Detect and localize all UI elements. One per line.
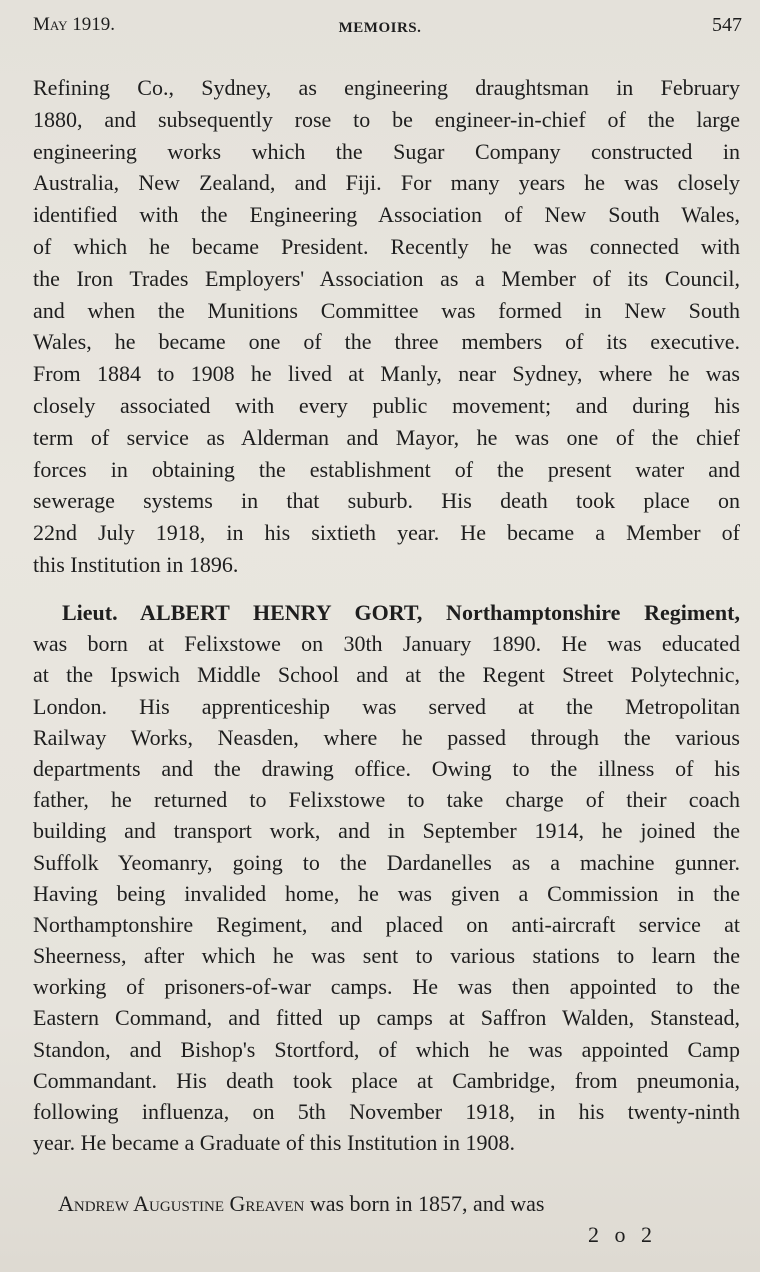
text-line: and when the Munitions Committee was formed in New South	[33, 297, 740, 323]
text-line: following influenza, on 5th November 1918, in his twenty-ninth	[33, 1099, 740, 1124]
text-line-rest: was born in 1857, and was	[304, 1191, 545, 1216]
text-line: Having being invalided home, he was given a Commission in the	[33, 880, 740, 906]
text-line: 1880, and subsequently rose to be engineer-in-chief of the large	[33, 106, 740, 132]
text-line: Refining Co., Sydney, as engineering draughtsman in February	[33, 75, 740, 100]
text-line: Railway Works, Neasden, where he passed through the various	[33, 724, 740, 750]
text-line: building and transport work, and in September 1914, he joined the	[33, 818, 740, 844]
text-line: Wales, he became one of the three members of its executive.	[33, 329, 740, 355]
page-number: 547	[712, 14, 742, 36]
text-line: was born at Felixstowe on 30th January 1890. He was educated	[33, 631, 740, 657]
text-line: London. His apprenticeship was served at the Metropolitan	[33, 693, 740, 719]
memoir-paragraph-continued	[33, 72, 740, 581]
text-line: Suffolk Yeomanry, going to the Dardanelles as a machine gunner.	[33, 849, 740, 875]
text-line: year. He became a Graduate of this Institution in 1908.	[33, 1130, 516, 1156]
text-line: departments and the drawing office. Owing to the illness of his	[33, 755, 740, 781]
memoir-paragraph-greaven	[33, 1188, 740, 1220]
text-line: sewerage systems in that suburb. His death took place on	[33, 488, 740, 514]
signature-mark: 2 o 2	[588, 1222, 657, 1247]
text-line: Northamptonshire Regiment, and placed on anti-aircraft service at	[33, 911, 740, 937]
text-line: Commandant. His death took place at Cambridge, from pneumonia,	[33, 1067, 740, 1093]
memoir-name: Andrew Augustine Greaven	[58, 1191, 305, 1216]
header-title: MEMOIRS.	[338, 20, 422, 36]
text-line: this Institution in 1896.	[33, 551, 239, 577]
text-line: father, he returned to Felixstowe to take charge of their coach	[33, 787, 740, 813]
text-line	[33, 1188, 740, 1220]
header-date: May 1919.	[33, 14, 115, 35]
text-line: Australia, New Zealand, and Fiji. For many years he was closely	[33, 170, 740, 196]
text-line: Eastern Command, and fitted up camps at Saffron Walden, Stanstead,	[33, 1005, 740, 1031]
text-line: engineering works which the Sugar Company constructed in	[33, 138, 740, 164]
memoir-heading-line: Lieut. ALBERT HENRY GORT, Northamptonshire Regiment,	[62, 600, 740, 625]
text-line: working of prisoners-of-war camps. He was then appointed to the	[33, 974, 740, 1000]
memoir-paragraph-gort	[33, 597, 740, 1158]
text-line: identified with the Engineering Association of New South Wales,	[33, 202, 740, 228]
text-line: at the Ipswich Middle School and at the Regent Street Polytechnic,	[33, 662, 740, 688]
text-line: Standon, and Bishop's Stortford, of which he was appointed Camp	[33, 1036, 740, 1062]
text-line: forces in obtaining the establishment of the present water and	[33, 456, 740, 482]
text-line: closely associated with every public movement; and during his	[33, 392, 740, 418]
text-line: the Iron Trades Employers' Association as a Member of its Council,	[33, 265, 740, 291]
text-line: of which he became President. Recently he was connected with	[33, 233, 740, 259]
text-line: From 1884 to 1908 he lived at Manly, near Sydney, where he was	[33, 361, 740, 387]
text-line: 22nd July 1918, in his sixtieth year. He became a Member of	[33, 520, 740, 546]
text-line: term of service as Alderman and Mayor, he was one of the chief	[33, 424, 740, 450]
text-line: Sheerness, after which he was sent to various stations to learn the	[33, 943, 740, 969]
